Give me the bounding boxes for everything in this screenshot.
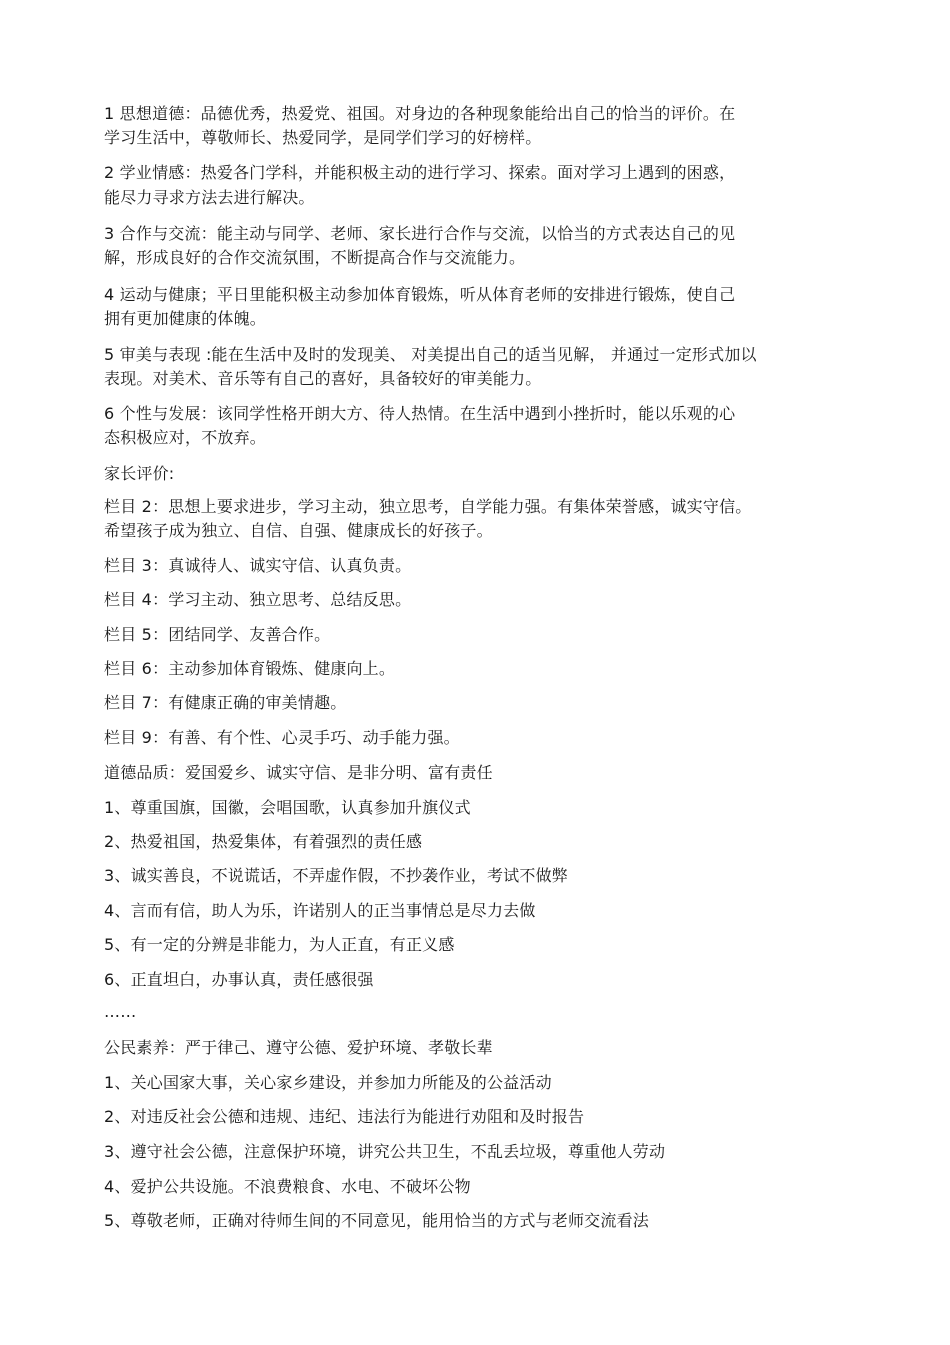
- section-heading: 道德品质：爱国爱乡、诚实守信、是非分明、富有责任: [104, 763, 493, 782]
- text-line: 希望孩子成为独立、自信、自强、健康成长的好孩子。: [104, 521, 493, 540]
- section-heading: 公民素养：严于律己、遵守公德、爱护环境、孝敬长辈: [104, 1038, 493, 1057]
- text-line: 栏目 7：有健康正确的审美情趣。: [104, 693, 347, 712]
- list-item: 2、热爱祖国，热爱集体，有着强烈的责任感: [104, 832, 423, 851]
- text-line: 栏目 9：有善、有个性、心灵手巧、动手能力强。: [104, 728, 460, 747]
- text-line: 学习生活中，尊敬师长、热爱同学，是同学们学习的好榜样。: [104, 128, 542, 147]
- text-line: 表现。对美术、音乐等有自己的喜好，具备较好的审美能力。: [104, 369, 542, 388]
- text-line: 能尽力寻求方法去进行解决。: [104, 188, 315, 207]
- ellipsis: ……: [104, 1002, 137, 1021]
- text-line: 拥有更加健康的体魄。: [104, 309, 267, 328]
- text-line: 1 思想道德：品德优秀，热爱党、祖国。对身边的各种现象能给出自己的恰当的评价。在: [104, 104, 736, 123]
- list-item: 3、诚实善良，不说谎话，不弄虚作假，不抄袭作业，考试不做弊: [104, 866, 568, 885]
- text-line: 4 运动与健康；平日里能积极主动参加体育锻炼，听从体育老师的安排进行锻炼，使自己: [104, 285, 736, 304]
- text-line: 解，形成良好的合作交流氛围，不断提高合作与交流能力。: [104, 248, 526, 267]
- text-line: 栏目 6：主动参加体育锻炼、健康向上。: [104, 659, 396, 678]
- text-line: 3 合作与交流：能主动与同学、老师、家长进行合作与交流，以恰当的方式表达自己的见: [104, 224, 736, 243]
- text-line: 栏目 2：思想上要求进步，学习主动，独立思考，自学能力强。有集体荣誉感，诚实守信。: [104, 497, 752, 516]
- section-heading: 家长评价:: [104, 464, 175, 483]
- list-item: 1、关心国家大事，关心家乡建设，并参加力所能及的公益活动: [104, 1073, 552, 1092]
- list-item: 4、爱护公共设施。不浪费粮食、水电、不破坏公物: [104, 1177, 471, 1196]
- list-item: 3、遵守社会公德，注意保护环境，讲究公共卫生，不乱丢垃圾，尊重他人劳动: [104, 1142, 666, 1161]
- text-line: 态积极应对，不放弃。: [104, 428, 267, 447]
- list-item: 6、正直坦白，办事认真，责任感很强: [104, 970, 374, 989]
- list-item: 5、有一定的分辨是非能力，为人正直，有正义感: [104, 935, 455, 954]
- list-item: 2、对违反社会公德和违规、违纪、违法行为能进行劝阻和及时报告: [104, 1107, 585, 1126]
- text-line: 6 个性与发展：该同学性格开朗大方、待人热情。在生活中遇到小挫折时，能以乐观的心: [104, 404, 736, 423]
- text-line: 栏目 3：真诚待人、诚实守信、认真负责。: [104, 556, 412, 575]
- text-line: 5 审美与表现 :能在生活中及时的发现美、 对美提出自己的适当见解， 并通过一定形式加以: [104, 345, 757, 364]
- list-item: 1、尊重国旗，国徽，会唱国歌，认真参加升旗仪式: [104, 798, 471, 817]
- text-line: 栏目 5：团结同学、友善合作。: [104, 625, 331, 644]
- list-item: 4、言而有信，助人为乐，许诺别人的正当事情总是尽力去做: [104, 901, 536, 920]
- text-line: 栏目 4：学习主动、独立思考、总结反思。: [104, 590, 412, 609]
- text-line: 2 学业情感：热爱各门学科，并能积极主动的进行学习、探索。面对学习上遇到的困惑，: [104, 163, 736, 182]
- list-item: 5、尊敬老师，正确对待师生间的不同意见，能用恰当的方式与老师交流看法: [104, 1211, 649, 1230]
